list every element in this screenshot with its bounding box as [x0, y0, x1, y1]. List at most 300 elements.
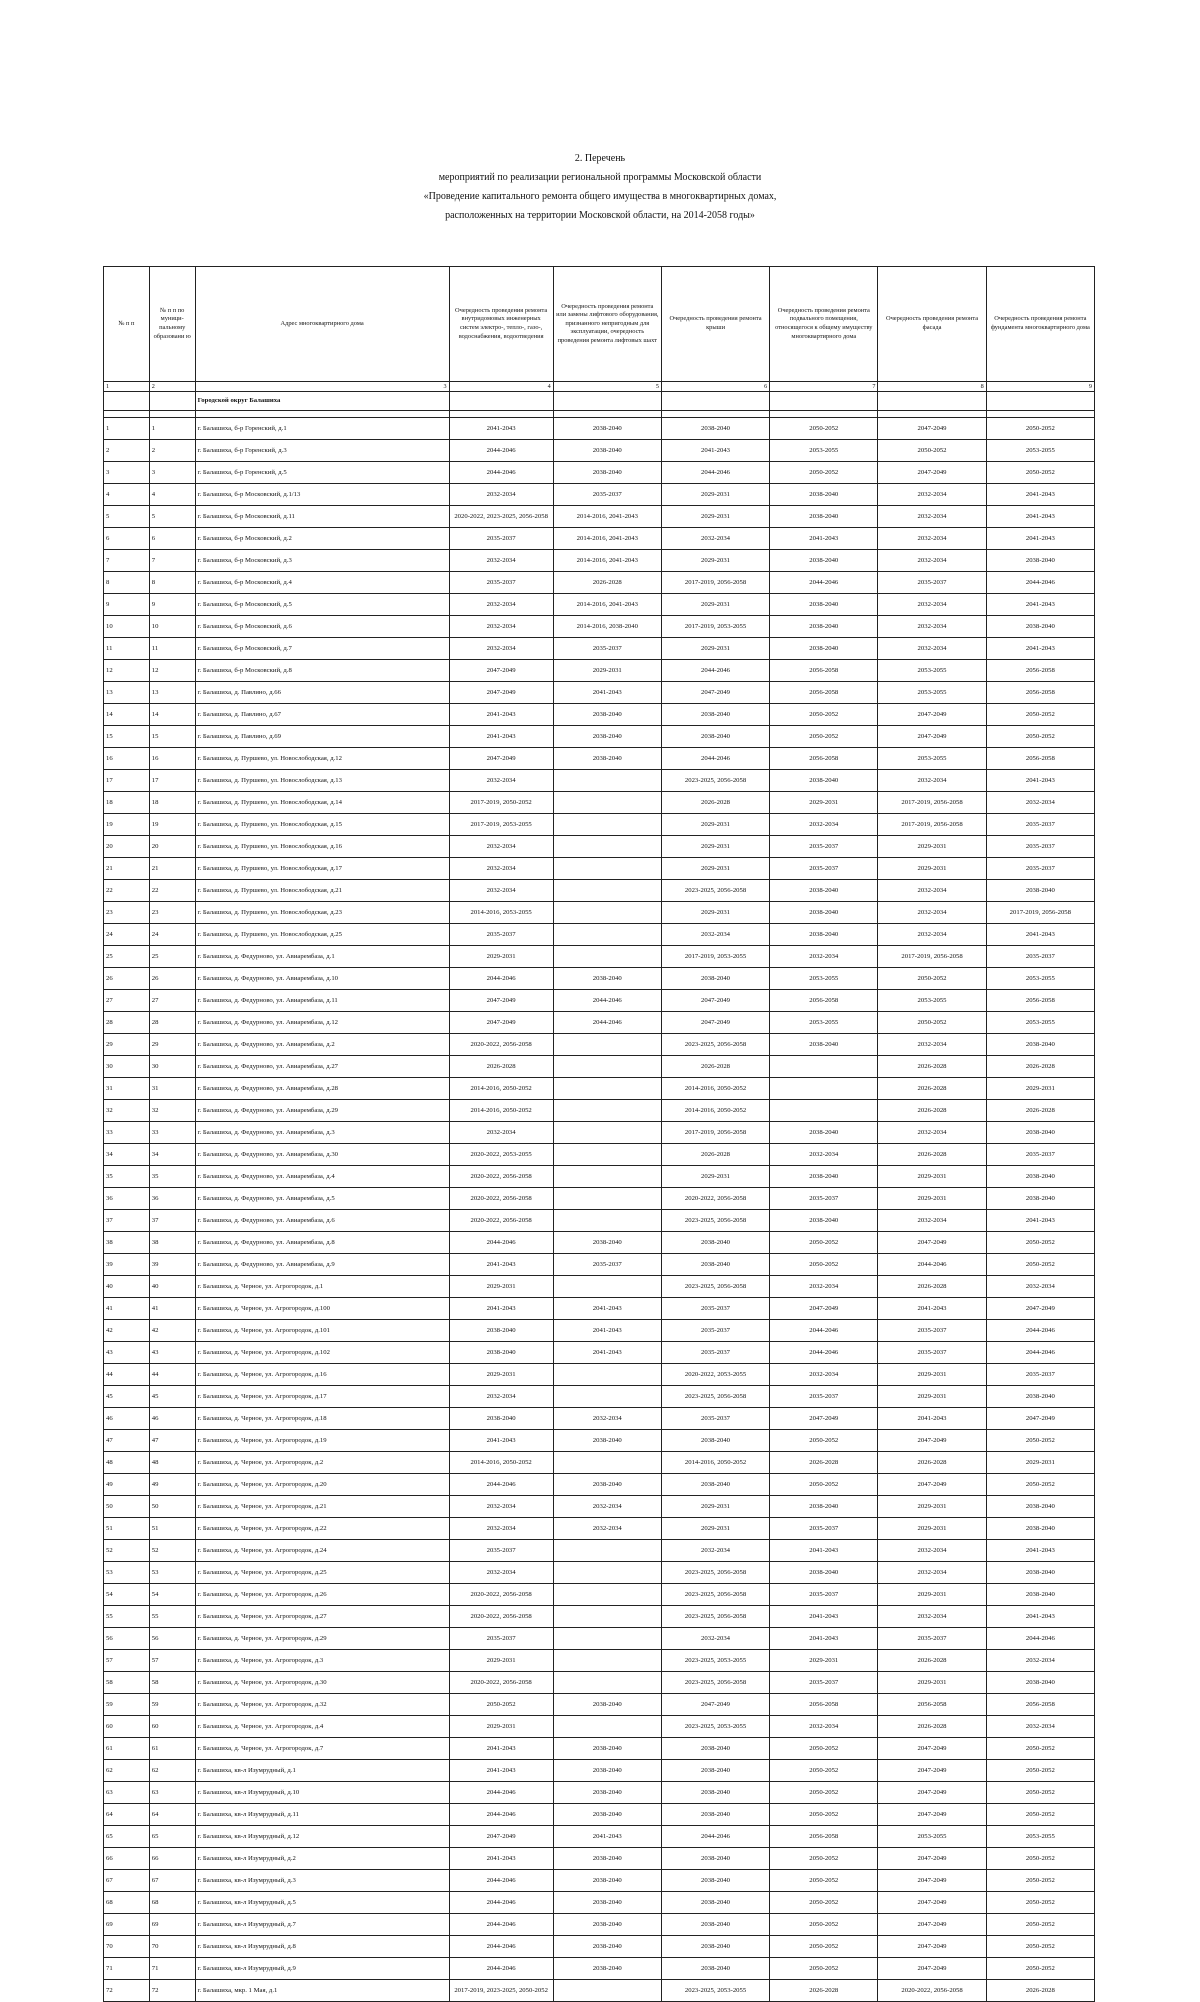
index-cell: 34 — [149, 1144, 195, 1166]
address-cell: г. Балашиха, д. Федурново, ул. Авиарембаза, д.1 — [195, 946, 449, 968]
address-cell: г. Балашиха, б-р Московский, д.3 — [195, 550, 449, 572]
period-cell: 2038-2040 — [986, 1166, 1094, 1188]
period-cell: 2038-2040 — [986, 1562, 1094, 1584]
period-cell: 2041-2043 — [986, 506, 1094, 528]
period-cell: 2029-2031 — [878, 858, 986, 880]
table-row — [104, 1870, 1095, 1892]
period-cell — [553, 1100, 661, 1122]
index-cell: 72 — [104, 1980, 150, 2002]
period-cell: 2044-2046 — [661, 1826, 769, 1848]
period-cell — [553, 1628, 661, 1650]
period-cell: 2044-2046 — [986, 1628, 1094, 1650]
period-cell: 2038-2040 — [553, 1936, 661, 1958]
table-row — [104, 1056, 1095, 1078]
period-cell: 2032-2034 — [449, 1122, 553, 1144]
period-cell: 2014-2016, 2050-2052 — [661, 1100, 769, 1122]
period-cell: 2032-2034 — [770, 946, 878, 968]
period-cell: 2047-2049 — [449, 748, 553, 770]
table-row — [104, 1826, 1095, 1848]
period-cell: 2038-2040 — [770, 1122, 878, 1144]
period-cell: 2020-2022, 2056-2058 — [878, 1980, 986, 2002]
index-cell: 69 — [149, 1914, 195, 1936]
address-cell: г. Балашиха, д. Федурново, ул. Авиарембаза, д.8 — [195, 1232, 449, 1254]
period-cell — [770, 1056, 878, 1078]
period-cell: 2053-2055 — [986, 1012, 1094, 1034]
index-cell: 64 — [104, 1804, 150, 1826]
period-cell: 2032-2034 — [449, 1518, 553, 1540]
period-cell: 2038-2040 — [770, 880, 878, 902]
period-cell: 2029-2031 — [878, 836, 986, 858]
address-cell: г. Балашиха, д. Пуршево, ул. Новослободская, д.13 — [195, 770, 449, 792]
period-cell — [553, 902, 661, 924]
period-cell: 2026-2028 — [878, 1100, 986, 1122]
period-cell: 2035-2037 — [770, 1386, 878, 1408]
period-cell: 2038-2040 — [553, 1430, 661, 1452]
period-cell: 2056-2058 — [986, 990, 1094, 1012]
table-row — [104, 1298, 1095, 1320]
index-cell: 12 — [104, 660, 150, 682]
index-cell: 38 — [149, 1232, 195, 1254]
period-cell: 2017-2019, 2053-2055 — [449, 814, 553, 836]
index-cell: 54 — [104, 1584, 150, 1606]
period-cell: 2047-2049 — [986, 1298, 1094, 1320]
period-cell: 2038-2040 — [986, 1386, 1094, 1408]
period-cell: 2044-2046 — [449, 1232, 553, 1254]
table-row — [104, 836, 1095, 858]
period-cell: 2047-2049 — [878, 1848, 986, 1870]
period-cell: 2026-2028 — [878, 1716, 986, 1738]
index-cell: 38 — [104, 1232, 150, 1254]
index-cell: 60 — [149, 1716, 195, 1738]
period-cell: 2032-2034 — [878, 506, 986, 528]
period-cell: 2041-2043 — [986, 770, 1094, 792]
index-cell: 52 — [104, 1540, 150, 1562]
period-cell: 2044-2046 — [449, 1782, 553, 1804]
address-cell: г. Балашиха, б-р Московский, д.2 — [195, 528, 449, 550]
period-cell: 2014-2016, 2041-2043 — [553, 506, 661, 528]
period-cell: 2047-2049 — [878, 1782, 986, 1804]
period-cell: 2038-2040 — [986, 1188, 1094, 1210]
address-cell: г. Балашиха, кв-л Изумрудный, д.12 — [195, 1826, 449, 1848]
period-cell: 2038-2040 — [986, 616, 1094, 638]
period-cell: 2032-2034 — [770, 1144, 878, 1166]
period-cell: 2050-2052 — [770, 704, 878, 726]
period-cell: 2038-2040 — [661, 1738, 769, 1760]
period-cell — [553, 1056, 661, 1078]
table-row — [104, 506, 1095, 528]
table-row — [104, 1188, 1095, 1210]
address-cell: г. Балашиха, д. Пуршево, ул. Новослободская, д.21 — [195, 880, 449, 902]
table-row — [104, 1144, 1095, 1166]
period-cell: 2029-2031 — [449, 946, 553, 968]
period-cell: 2020-2022, 2056-2058 — [449, 1584, 553, 1606]
address-cell: г. Балашиха, б-р Горенский, д.1 — [195, 418, 449, 440]
index-cell: 10 — [149, 616, 195, 638]
column-number: 8 — [878, 382, 986, 392]
header-cell: № п п по муници- пальному образовани ю — [149, 267, 195, 382]
period-cell: 2041-2043 — [553, 1826, 661, 1848]
table-row — [104, 660, 1095, 682]
address-cell: г. Балашиха, кв-л Изумрудный, д.5 — [195, 1892, 449, 1914]
index-cell: 52 — [149, 1540, 195, 1562]
period-cell: 2038-2040 — [553, 1694, 661, 1716]
period-cell: 2056-2058 — [770, 660, 878, 682]
period-cell: 2035-2037 — [878, 1342, 986, 1364]
index-cell: 35 — [104, 1166, 150, 1188]
index-cell: 21 — [149, 858, 195, 880]
period-cell: 2035-2037 — [986, 836, 1094, 858]
index-cell: 25 — [149, 946, 195, 968]
period-cell: 2032-2034 — [878, 770, 986, 792]
address-cell: г. Балашиха, д. Черное, ул. Агрогородок, д.25 — [195, 1562, 449, 1584]
period-cell: 2050-2052 — [770, 1254, 878, 1276]
index-cell: 14 — [104, 704, 150, 726]
period-cell: 2038-2040 — [553, 748, 661, 770]
period-cell: 2050-2052 — [986, 1738, 1094, 1760]
header-cell: № п п — [104, 267, 150, 382]
table-row — [104, 1892, 1095, 1914]
address-cell: г. Балашиха, кв-л Изумрудный, д.9 — [195, 1958, 449, 1980]
period-cell: 2050-2052 — [986, 1958, 1094, 1980]
period-cell: 2044-2046 — [986, 572, 1094, 594]
address-cell: г. Балашиха, д. Федурново, ул. Авиарембаза, д.27 — [195, 1056, 449, 1078]
period-cell: 2038-2040 — [553, 1760, 661, 1782]
table-row — [104, 1914, 1095, 1936]
index-cell: 57 — [149, 1650, 195, 1672]
index-cell: 50 — [104, 1496, 150, 1518]
period-cell — [553, 1078, 661, 1100]
index-cell: 55 — [149, 1606, 195, 1628]
period-cell: 2050-2052 — [770, 418, 878, 440]
period-cell: 2044-2046 — [770, 1320, 878, 1342]
address-cell: г. Балашиха, д. Федурново, ул. Авиарембаза, д.2 — [195, 1034, 449, 1056]
index-cell: 61 — [149, 1738, 195, 1760]
period-cell: 2038-2040 — [661, 1254, 769, 1276]
period-cell: 2050-2052 — [986, 1914, 1094, 1936]
table-row — [104, 880, 1095, 902]
period-cell: 2029-2031 — [878, 1166, 986, 1188]
table-row — [104, 1848, 1095, 1870]
period-cell: 2038-2040 — [770, 616, 878, 638]
period-cell: 2035-2037 — [986, 814, 1094, 836]
column-number: 6 — [661, 382, 769, 392]
address-cell: г. Балашиха, д. Федурново, ул. Авиарембаза, д.10 — [195, 968, 449, 990]
address-cell: г. Балашиха, д. Черное, ул. Агрогородок, д.20 — [195, 1474, 449, 1496]
period-cell: 2026-2028 — [661, 792, 769, 814]
period-cell: 2047-2049 — [449, 1826, 553, 1848]
table-row — [104, 1584, 1095, 1606]
period-cell: 2032-2034 — [878, 484, 986, 506]
period-cell: 2038-2040 — [770, 770, 878, 792]
period-cell: 2026-2028 — [878, 1452, 986, 1474]
period-cell: 2047-2049 — [449, 660, 553, 682]
period-cell: 2041-2043 — [986, 1540, 1094, 1562]
index-cell: 53 — [149, 1562, 195, 1584]
address-cell: г. Балашиха, кв-л Изумрудный, д.8 — [195, 1936, 449, 1958]
period-cell: 2014-2016, 2050-2052 — [661, 1452, 769, 1474]
period-cell: 2041-2043 — [770, 528, 878, 550]
table-row — [104, 748, 1095, 770]
period-cell: 2038-2040 — [553, 1914, 661, 1936]
period-cell: 2044-2046 — [661, 660, 769, 682]
index-cell: 41 — [104, 1298, 150, 1320]
index-cell: 2 — [104, 440, 150, 462]
address-cell: г. Балашиха, д. Черное, ул. Агрогородок, д.26 — [195, 1584, 449, 1606]
period-cell: 2014-2016, 2041-2043 — [553, 550, 661, 572]
index-cell: 43 — [149, 1342, 195, 1364]
period-cell: 2026-2028 — [878, 1650, 986, 1672]
period-cell: 2014-2016, 2050-2052 — [449, 1100, 553, 1122]
period-cell: 2038-2040 — [553, 1738, 661, 1760]
period-cell: 2026-2028 — [986, 1056, 1094, 1078]
index-cell: 51 — [149, 1518, 195, 1540]
table-row — [104, 1562, 1095, 1584]
index-cell: 9 — [104, 594, 150, 616]
period-cell: 2029-2031 — [661, 836, 769, 858]
period-cell: 2038-2040 — [449, 1320, 553, 1342]
table-row — [104, 550, 1095, 572]
period-cell: 2032-2034 — [661, 1540, 769, 1562]
column-number: 4 — [449, 382, 553, 392]
period-cell: 2044-2046 — [449, 1870, 553, 1892]
period-cell: 2053-2055 — [878, 748, 986, 770]
index-cell: 22 — [104, 880, 150, 902]
period-cell: 2029-2031 — [878, 1672, 986, 1694]
index-cell: 69 — [104, 1914, 150, 1936]
address-cell: г. Балашиха, б-р Горенский, д.3 — [195, 440, 449, 462]
index-cell: 72 — [149, 1980, 195, 2002]
table-row — [104, 1936, 1095, 1958]
index-cell: 17 — [104, 770, 150, 792]
index-cell: 26 — [149, 968, 195, 990]
period-cell: 2053-2055 — [878, 682, 986, 704]
period-cell: 2050-2052 — [986, 1430, 1094, 1452]
address-cell: г. Балашиха, д. Черное, ул. Агрогородок, д.4 — [195, 1716, 449, 1738]
index-cell: 17 — [149, 770, 195, 792]
index-cell: 49 — [149, 1474, 195, 1496]
address-cell: г. Балашиха, д. Федурново, ул. Авиарембаза, д.4 — [195, 1166, 449, 1188]
index-cell: 30 — [149, 1056, 195, 1078]
period-cell: 2023-2025, 2053-2055 — [661, 1716, 769, 1738]
table-row — [104, 1540, 1095, 1562]
period-cell: 2026-2028 — [661, 1056, 769, 1078]
period-cell: 2041-2043 — [449, 1738, 553, 1760]
period-cell: 2050-2052 — [986, 1232, 1094, 1254]
address-cell: г. Балашиха, кв-л Изумрудный, д.7 — [195, 1914, 449, 1936]
period-cell: 2038-2040 — [553, 1804, 661, 1826]
address-cell: г. Балашиха, д. Пуршево, ул. Новослободская, д.25 — [195, 924, 449, 946]
period-cell: 2047-2049 — [661, 1012, 769, 1034]
period-cell: 2017-2019, 2056-2058 — [878, 814, 986, 836]
period-cell: 2038-2040 — [770, 506, 878, 528]
period-cell: 2047-2049 — [770, 1408, 878, 1430]
column-number: 7 — [770, 382, 878, 392]
period-cell: 2038-2040 — [661, 1936, 769, 1958]
period-cell: 2050-2052 — [986, 1936, 1094, 1958]
period-cell: 2038-2040 — [661, 1782, 769, 1804]
header-cell: Очередность проведения ремонта крыши — [661, 267, 769, 382]
period-cell: 2020-2022, 2056-2058 — [449, 1166, 553, 1188]
index-cell: 4 — [104, 484, 150, 506]
table-row — [104, 770, 1095, 792]
index-cell: 61 — [104, 1738, 150, 1760]
table-row — [104, 1320, 1095, 1342]
period-cell: 2044-2046 — [986, 1320, 1094, 1342]
period-cell: 2050-2052 — [986, 1782, 1094, 1804]
index-cell: 32 — [104, 1100, 150, 1122]
period-cell: 2035-2037 — [770, 1518, 878, 1540]
period-cell: 2041-2043 — [661, 440, 769, 462]
period-cell: 2044-2046 — [449, 462, 553, 484]
period-cell — [770, 1100, 878, 1122]
period-cell: 2038-2040 — [770, 1034, 878, 1056]
table-row — [104, 1232, 1095, 1254]
index-cell: 29 — [104, 1034, 150, 1056]
period-cell: 2029-2031 — [661, 484, 769, 506]
period-cell: 2050-2052 — [986, 1892, 1094, 1914]
period-cell: 2050-2052 — [770, 1760, 878, 1782]
period-cell: 2041-2043 — [449, 1848, 553, 1870]
table-row — [104, 1408, 1095, 1430]
period-cell: 2050-2052 — [878, 1012, 986, 1034]
period-cell — [553, 770, 661, 792]
period-cell: 2026-2028 — [878, 1078, 986, 1100]
period-cell: 2023-2025, 2056-2058 — [661, 1562, 769, 1584]
index-cell: 16 — [149, 748, 195, 770]
period-cell: 2035-2037 — [449, 1628, 553, 1650]
period-cell: 2056-2058 — [986, 748, 1094, 770]
period-cell: 2038-2040 — [553, 462, 661, 484]
index-cell: 37 — [104, 1210, 150, 1232]
period-cell: 2047-2049 — [878, 1738, 986, 1760]
header-cell: Очередность проведения ремонта внутридомовых инженерных систем электро-, тепло-, газо-, водоснабжения, водоотведения — [449, 267, 553, 382]
index-cell: 54 — [149, 1584, 195, 1606]
period-cell: 2017-2019, 2056-2058 — [661, 572, 769, 594]
address-cell: г. Балашиха, д. Федурново, ул. Авиарембаза, д.9 — [195, 1254, 449, 1276]
period-cell: 2047-2049 — [986, 1408, 1094, 1430]
period-cell: 2047-2049 — [878, 1430, 986, 1452]
period-cell: 2041-2043 — [770, 1628, 878, 1650]
index-cell: 58 — [149, 1672, 195, 1694]
period-cell: 2050-2052 — [770, 1936, 878, 1958]
period-cell — [553, 1122, 661, 1144]
table-row — [104, 1386, 1095, 1408]
period-cell: 2035-2037 — [553, 1254, 661, 1276]
period-cell: 2053-2055 — [770, 968, 878, 990]
period-cell: 2056-2058 — [770, 1694, 878, 1716]
index-cell: 42 — [104, 1320, 150, 1342]
table-row — [104, 594, 1095, 616]
index-cell: 67 — [149, 1870, 195, 1892]
period-cell: 2038-2040 — [770, 1496, 878, 1518]
address-cell: г. Балашиха, б-р Московский, д.1/13 — [195, 484, 449, 506]
period-cell: 2053-2055 — [770, 440, 878, 462]
address-cell: г. Балашиха, д. Черное, ул. Агрогородок, д.29 — [195, 1628, 449, 1650]
address-cell: г. Балашиха, д. Черное, ул. Агрогородок, д.21 — [195, 1496, 449, 1518]
period-cell: 2032-2034 — [878, 1606, 986, 1628]
period-cell: 2041-2043 — [553, 682, 661, 704]
period-cell: 2032-2034 — [878, 616, 986, 638]
period-cell: 2032-2034 — [878, 1562, 986, 1584]
period-cell: 2044-2046 — [661, 748, 769, 770]
table-row — [104, 528, 1095, 550]
period-cell: 2029-2031 — [878, 1188, 986, 1210]
index-cell: 45 — [149, 1386, 195, 1408]
period-cell: 2047-2049 — [878, 1958, 986, 1980]
period-cell: 2032-2034 — [553, 1408, 661, 1430]
index-cell: 44 — [104, 1364, 150, 1386]
index-cell: 5 — [104, 506, 150, 528]
period-cell: 2029-2031 — [661, 814, 769, 836]
period-cell: 2029-2031 — [661, 902, 769, 924]
period-cell: 2038-2040 — [449, 1408, 553, 1430]
period-cell: 2029-2031 — [661, 638, 769, 660]
index-cell: 62 — [104, 1760, 150, 1782]
header-row — [104, 267, 1095, 382]
period-cell: 2047-2049 — [878, 704, 986, 726]
index-cell: 33 — [149, 1122, 195, 1144]
period-cell: 2050-2052 — [449, 1694, 553, 1716]
period-cell — [553, 1386, 661, 1408]
column-number: 1 — [104, 382, 150, 392]
index-cell: 70 — [104, 1936, 150, 1958]
address-cell: г. Балашиха, кв-л Изумрудный, д.1 — [195, 1760, 449, 1782]
period-cell: 2044-2046 — [449, 968, 553, 990]
index-cell: 34 — [104, 1144, 150, 1166]
index-cell: 31 — [149, 1078, 195, 1100]
period-cell: 2050-2052 — [770, 462, 878, 484]
index-cell: 3 — [149, 462, 195, 484]
period-cell: 2050-2052 — [986, 1760, 1094, 1782]
index-cell: 30 — [104, 1056, 150, 1078]
index-cell: 66 — [149, 1848, 195, 1870]
period-cell — [553, 858, 661, 880]
period-cell: 2038-2040 — [770, 1166, 878, 1188]
table-row — [104, 1672, 1095, 1694]
index-cell: 28 — [149, 1012, 195, 1034]
index-cell: 56 — [149, 1628, 195, 1650]
index-cell: 20 — [104, 836, 150, 858]
period-cell: 2050-2052 — [770, 1870, 878, 1892]
period-cell: 2020-2022, 2056-2058 — [449, 1672, 553, 1694]
period-cell: 2047-2049 — [878, 726, 986, 748]
period-cell: 2044-2046 — [449, 1474, 553, 1496]
period-cell: 2041-2043 — [449, 1254, 553, 1276]
period-cell: 2038-2040 — [661, 968, 769, 990]
section-row — [104, 392, 1095, 411]
period-cell: 2050-2052 — [986, 418, 1094, 440]
period-cell: 2038-2040 — [986, 1122, 1094, 1144]
period-cell: 2047-2049 — [878, 1804, 986, 1826]
spacer-row — [104, 411, 1095, 418]
address-cell: г. Балашиха, д. Федурново, ул. Авиарембаза, д.6 — [195, 1210, 449, 1232]
table-row — [104, 1782, 1095, 1804]
period-cell: 2023-2025, 2056-2058 — [661, 1034, 769, 1056]
index-cell: 31 — [104, 1078, 150, 1100]
period-cell: 2050-2052 — [770, 1738, 878, 1760]
period-cell: 2047-2049 — [878, 1892, 986, 1914]
period-cell: 2029-2031 — [878, 1584, 986, 1606]
period-cell: 2044-2046 — [878, 1254, 986, 1276]
address-cell: г. Балашиха, д. Черное, ул. Агрогородок, д.30 — [195, 1672, 449, 1694]
address-cell: г. Балашиха, кв-л Изумрудный, д.2 — [195, 1848, 449, 1870]
index-cell: 15 — [149, 726, 195, 748]
period-cell: 2032-2034 — [878, 594, 986, 616]
address-cell: г. Балашиха, д. Черное, ул. Агрогородок, д.101 — [195, 1320, 449, 1342]
address-cell: г. Балашиха, д. Федурново, ул. Авиарембаза, д.29 — [195, 1100, 449, 1122]
index-cell: 47 — [104, 1430, 150, 1452]
address-cell: г. Балашиха, д. Федурново, ул. Авиарембаза, д.12 — [195, 1012, 449, 1034]
